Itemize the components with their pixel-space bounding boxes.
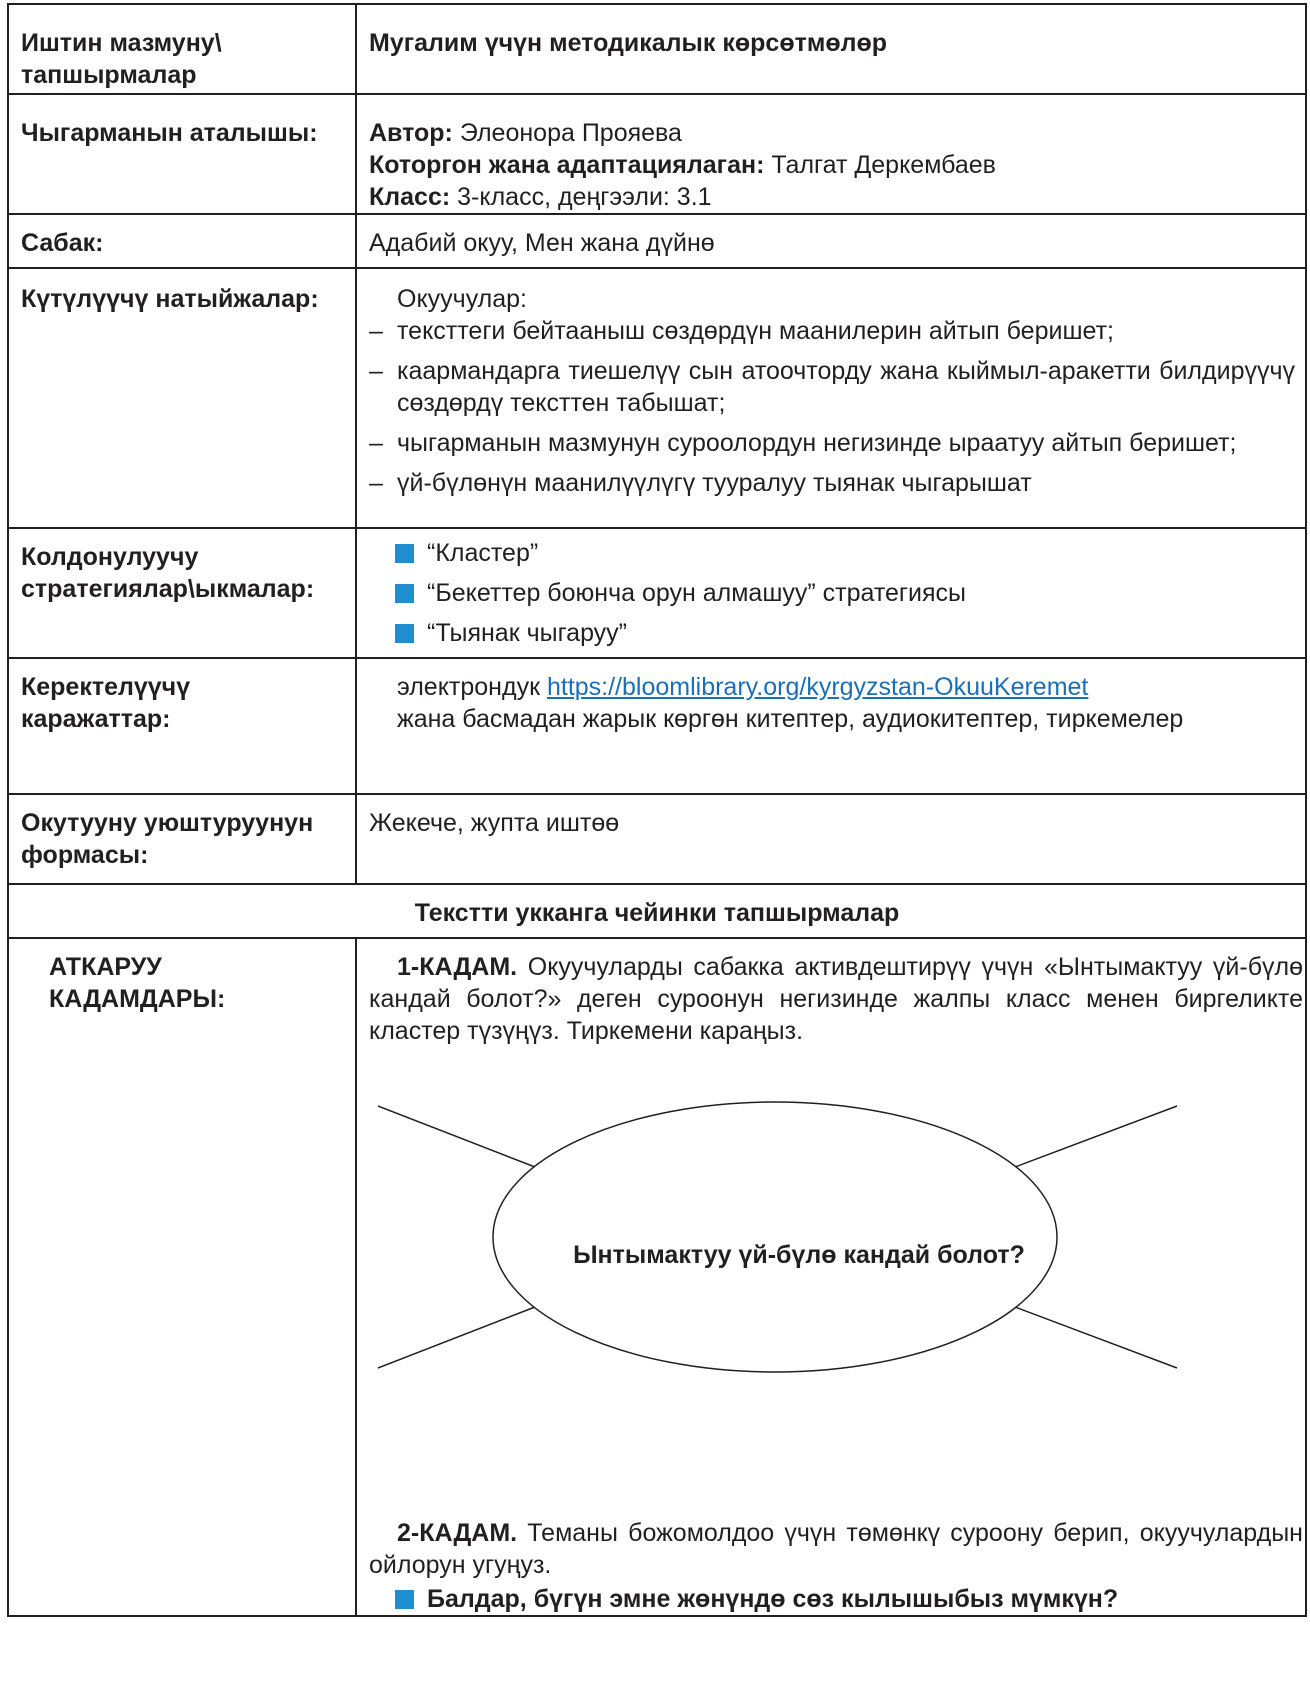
cluster-line-top-right	[1015, 1106, 1177, 1167]
cluster-diagram	[369, 1087, 1303, 1517]
list-item: – үй-бүлөнүн маанилүүлүгү тууралуу тыянак чыгарышат	[369, 467, 1295, 499]
square-bullet-icon	[395, 584, 414, 603]
table-row	[8, 938, 1306, 1616]
resources-prefix: электрондук	[397, 673, 541, 701]
table-row	[8, 214, 1306, 268]
results-value	[356, 268, 1306, 528]
results-intro: Окуучулар:	[397, 285, 527, 313]
table-row	[8, 528, 1306, 658]
table-row	[8, 794, 1306, 884]
form-value: Жекече, жупта иштөө	[356, 794, 1306, 884]
table-row	[8, 268, 1306, 528]
bloom-library-link[interactable]: https://bloomlibrary.org/kyrgyzstan-OkuuKeremet	[546, 673, 1089, 701]
header-value: Мугалим үчүн методикалык көрсөтмөлөр	[356, 4, 1306, 94]
class-value: 3-класс, деңгээли: 3.1	[457, 183, 712, 211]
work-title-value	[356, 94, 1306, 214]
section-title: Текстти укканга чейинки тапшырмалар	[8, 884, 1306, 938]
steps-label: АТКАРУУ КАДАМДАРЫ:	[49, 953, 226, 1013]
step1-text: Окуучуларды сабакка активдештирүү үчүн «Ынтымактуу үй-бүлө кандай болот?» деген суроонун негизинде жалпы класс менен биргеликте кластер түзүңүз. Тиркемени караңыз.	[369, 953, 1304, 1045]
table-row	[8, 94, 1306, 214]
cluster-line-bottom-left	[378, 1307, 535, 1368]
header-label: Иштин мазмуну\ тапшырмалар	[8, 4, 356, 94]
lesson-plan-table	[7, 3, 1307, 1617]
list-item: “Бекеттер боюнча орун алмашуу” стратегиясы	[395, 577, 1295, 609]
class-label: Класс:	[369, 183, 451, 211]
cluster-ellipse	[493, 1102, 1057, 1372]
list-item: – чыгарманын мазмунун суроолордун негизинде ыраатуу айтып беришет;	[369, 427, 1295, 459]
step2-label: 2-КАДАМ.	[397, 1519, 518, 1547]
lesson-value: Адабий окуу, Мен жана дүйнө	[356, 214, 1306, 268]
strategies-label: Колдонулуучу стратегиялар\ыкмалар:	[8, 528, 356, 658]
author-name: Элеонора Прояева	[459, 119, 682, 147]
square-bullet-icon	[395, 1590, 414, 1609]
resources-value	[356, 658, 1306, 794]
list-item: – каармандарга тиешелүү сын атоочторду жана кыймыл-аракетти билдирүүчү сөздөрдү тексттен табышат;	[369, 355, 1295, 419]
translator-label: Которгон жана адаптациялаган:	[369, 151, 765, 179]
cluster-line-bottom-right	[1015, 1307, 1177, 1368]
cluster-diagram-lines	[357, 1087, 1197, 1387]
results-label: Күтүлүүчү натыйжалар:	[8, 268, 356, 528]
work-title-label: Чыгарманын аталышы:	[8, 94, 356, 214]
step2-paragraph	[369, 1517, 1303, 1581]
cluster-line-top-left	[378, 1106, 535, 1167]
list-item	[395, 1583, 1303, 1615]
list-item: – тексттеги бейтааныш сөздөрдүн маанилерин айтып беришет;	[369, 315, 1295, 347]
table-row	[8, 884, 1306, 938]
strategies-value	[356, 528, 1306, 658]
steps-value	[356, 938, 1306, 1616]
list-item: “Кластер”	[395, 537, 1295, 569]
cluster-center-label: Ынтымактуу үй-бүлө кандай болот?	[573, 1241, 1025, 1269]
list-item: “Тыянак чыгаруу”	[395, 617, 1295, 649]
step2-text: Теманы божомолдоо үчүн төмөнкү суроону берип, окуучулардын ойлорун угуңуз.	[369, 1519, 1303, 1579]
step1-label: 1-КАДАМ.	[397, 953, 518, 981]
translator-name: Талгат Деркембаев	[771, 151, 996, 179]
table-row	[8, 4, 1306, 94]
steps-label-cell	[8, 938, 356, 1616]
step2-question: Балдар, бүгүн эмне жөнүндө сөз кылышыбыз мүмкүн?	[427, 1585, 1119, 1613]
square-bullet-icon	[395, 624, 414, 643]
square-bullet-icon	[395, 544, 414, 563]
table-row	[8, 658, 1306, 794]
resources-rest: жана басмадан жарык көргөн китептер, аудиокитептер, тиркемелер	[397, 705, 1184, 733]
lesson-label: Сабак:	[8, 214, 356, 268]
resources-label: Керектелүүчү каражаттар:	[8, 658, 356, 794]
author-label: Автор:	[369, 119, 453, 147]
form-label: Окутууну уюштуруунун формасы:	[8, 794, 356, 884]
